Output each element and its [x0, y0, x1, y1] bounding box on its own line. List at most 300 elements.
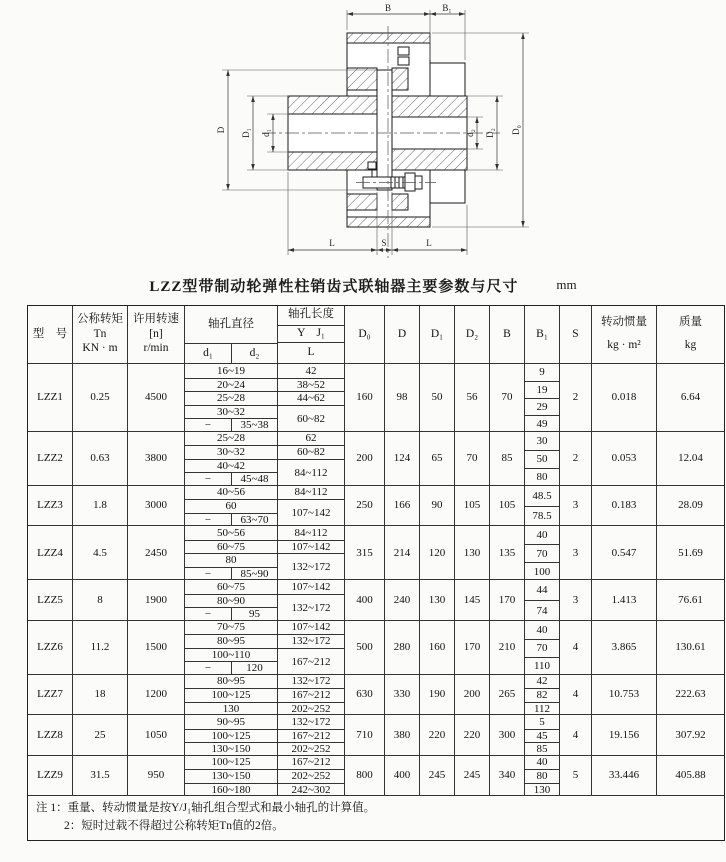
bore-len-subrow: 202~252 — [278, 702, 344, 716]
dim-label-L-left: L — [329, 238, 335, 248]
cell-D1: 190 — [420, 675, 455, 715]
bore-dia-subrow: 80 — [185, 553, 277, 567]
col-header-inertia-line: kg · m² — [607, 338, 641, 351]
cell-inertia: 0.547 — [592, 526, 657, 579]
dim-label-D2: D₂ — [485, 128, 495, 138]
col-header-D2: D₂ — [455, 306, 490, 363]
bore-dia-subrow: 40~42 — [185, 459, 277, 473]
upper-pin-detail — [398, 47, 409, 55]
cell-D0: 710 — [345, 715, 385, 755]
B1-subrow: 70 — [525, 544, 559, 562]
cell-D: 380 — [385, 715, 420, 755]
note-line-2: 2：短时过载不得超过公称转矩Tn值的2倍。 — [64, 819, 284, 832]
drum-lower-web-left — [347, 194, 377, 210]
cell-D0: 630 — [345, 675, 385, 715]
cell-D: 166 — [385, 486, 420, 526]
cell-torque: 8 — [73, 580, 128, 620]
B1-subrow: 49 — [525, 415, 559, 432]
cell-S: 3 — [560, 580, 592, 620]
col-header-torque-line: KN · m — [82, 342, 118, 355]
left-hub-wall-top — [288, 96, 377, 114]
cell-inertia: 1.413 — [592, 580, 657, 620]
bore-dia-subrow: 30~32 — [185, 445, 277, 459]
B1-subrow: 5 — [539, 715, 545, 728]
cell-D2: 70 — [455, 432, 490, 485]
bore-dia-subrow: 60 — [185, 499, 277, 513]
cell-S: 4 — [560, 621, 592, 674]
drum-upper-web-left — [347, 68, 377, 90]
cell-speed: 1200 — [128, 675, 185, 715]
B1-subrow: 45 — [525, 729, 559, 743]
table-row — [28, 364, 724, 432]
cell-bore-dia — [185, 580, 278, 620]
bore-dia-subrow — [185, 513, 277, 527]
cell-B: 170 — [490, 580, 525, 620]
cell-model: LZZ6 — [28, 621, 73, 674]
cell-S: 4 — [560, 675, 592, 715]
dim-label-D1: D₁ — [241, 128, 251, 138]
table-row — [28, 715, 724, 756]
dim-label-D: D — [216, 126, 226, 134]
bore-len-subrow: 202~252 — [278, 769, 344, 783]
bore-len-subrow: 107~142 — [278, 499, 344, 526]
cell-B: 300 — [490, 715, 525, 755]
cell-B1 — [525, 432, 560, 485]
table-row — [28, 432, 724, 486]
bore-len-subrow: 44~62 — [278, 391, 344, 405]
cell-D: 280 — [385, 621, 420, 674]
left-hub-wall-bottom — [288, 152, 377, 170]
cell-torque: 31.5 — [73, 756, 128, 796]
upper-pin-detail — [398, 57, 409, 65]
bore-len-subrow: 107~142 — [278, 540, 344, 554]
bore-len-subrow: 167~212 — [278, 688, 344, 702]
cell-inertia: 0.053 — [592, 432, 657, 485]
cell-D1: 220 — [420, 715, 455, 755]
cell-torque: 0.25 — [73, 364, 128, 431]
cell-torque: 0.63 — [73, 432, 128, 485]
bore-len-subrow: 60~82 — [278, 405, 344, 432]
cell-inertia: 10.753 — [592, 675, 657, 715]
dim-label-S: S — [381, 238, 387, 248]
cell-bore-len — [278, 526, 345, 579]
bore-d2-value: 35~38 — [240, 419, 269, 432]
cell-D0: 500 — [345, 621, 385, 674]
cell-D2: 130 — [455, 526, 490, 579]
pin-stub — [368, 162, 376, 169]
cell-D1: 65 — [420, 432, 455, 485]
col-header-mass — [657, 306, 724, 363]
bore-dia-subrow: 70~75 — [217, 621, 245, 634]
cell-bore-len — [278, 580, 345, 620]
cell-model: LZZ4 — [28, 526, 73, 579]
dim-label-D0: D₀ — [511, 125, 521, 135]
bore-d2-value: 95 — [249, 608, 260, 621]
col-header-d1: d₁ — [185, 344, 232, 363]
col-header-speed-line: 许用转速 — [133, 312, 179, 325]
cell-S: 4 — [560, 715, 592, 755]
cell-bore-len — [278, 756, 345, 796]
cell-bore-dia — [185, 526, 278, 579]
cell-S: 2 — [560, 364, 592, 431]
B1-subrow: 40 — [536, 623, 548, 636]
table-row — [28, 526, 724, 580]
B1-subrow: 29 — [525, 398, 559, 415]
cell-D2: 200 — [455, 675, 490, 715]
bore-d1-value: − — [185, 419, 232, 432]
cell-model: LZZ9 — [28, 756, 73, 796]
cell-D2: 245 — [455, 756, 490, 796]
cell-inertia: 0.018 — [592, 364, 657, 431]
cell-bore-dia — [185, 715, 278, 755]
col-header-speed — [128, 306, 185, 363]
bore-dia-subrow: 130~150 — [185, 742, 277, 756]
cell-B: 340 — [490, 756, 525, 796]
B1-subrow: 80 — [525, 769, 559, 783]
bore-len-subrow: 107~142 — [291, 580, 331, 593]
cell-B: 135 — [490, 526, 525, 579]
col-header-model: 型 号 — [28, 306, 73, 363]
bore-d1-value: − — [185, 514, 232, 527]
B1-subrow: 130 — [525, 783, 559, 797]
bore-dia-subrow: 80~95 — [185, 634, 277, 648]
bore-dia-subrow: 40~56 — [217, 486, 245, 499]
col-header-D: D — [385, 306, 420, 363]
cell-D0: 800 — [345, 756, 385, 796]
bore-dia-subrow: 100~125 — [185, 729, 277, 743]
bore-dia-subrow — [185, 661, 277, 675]
B1-subrow: 85 — [525, 742, 559, 756]
table-row — [28, 756, 724, 797]
cell-bore-len — [278, 715, 345, 755]
bore-d1-value: − — [185, 608, 232, 621]
col-header-speed-line: [n] — [149, 327, 163, 340]
bore-dia-subrow — [185, 607, 277, 621]
cell-inertia: 0.183 — [592, 486, 657, 526]
cell-D1: 120 — [420, 526, 455, 579]
bore-len-subrow: 62 — [305, 432, 317, 445]
cell-mass: 6.64 — [680, 391, 701, 404]
col-header-yj1: Y J₁ — [278, 326, 344, 344]
cell-speed: 950 — [128, 756, 185, 796]
dim-label-B1: B₁ — [442, 3, 452, 13]
bore-dia-subrow — [185, 472, 277, 486]
B1-subrow: 19 — [525, 381, 559, 398]
cell-B: 85 — [490, 432, 525, 485]
bore-d2-value: 45~48 — [240, 473, 269, 486]
cell-inertia: 33.446 — [592, 756, 657, 796]
cell-mass: 51.69 — [678, 546, 703, 559]
bore-dia-subrow: 130 — [185, 702, 277, 716]
B1-subrow: 82 — [525, 688, 559, 702]
table-row — [28, 675, 724, 716]
cell-B1 — [525, 715, 560, 755]
col-header-mass-line: kg — [684, 338, 697, 351]
cell-D0: 250 — [345, 486, 385, 526]
page-title: LZZ型带制动轮弹性柱销齿式联轴器主要参数与尺寸 — [149, 278, 519, 295]
cell-bore-len — [278, 364, 345, 431]
cell-bore-dia — [185, 364, 278, 431]
brake-hub-upper — [430, 63, 465, 96]
cell-bore-dia — [185, 756, 278, 796]
title-row — [0, 274, 726, 296]
cell-D1: 245 — [420, 756, 455, 796]
cell-model: LZZ7 — [28, 675, 73, 715]
B1-subrow: 40 — [536, 756, 548, 769]
bore-dia-subrow — [185, 567, 277, 581]
col-header-B: B — [490, 306, 525, 363]
cell-B1 — [525, 364, 560, 431]
bore-dia-subrow: 60~75 — [217, 580, 245, 593]
bore-len-subrow: 167~212 — [291, 756, 331, 769]
cell-D: 330 — [385, 675, 420, 715]
bore-dia-subrow: 60~75 — [185, 540, 277, 554]
coupling-technical-drawing — [0, 0, 726, 272]
cell-D1: 50 — [420, 364, 455, 431]
bore-len-subrow: 107~142 — [291, 621, 331, 634]
cell-mass: 222.63 — [675, 688, 706, 701]
cell-D: 214 — [385, 526, 420, 579]
table-body — [28, 364, 724, 796]
bore-len-subrow: 84~112 — [294, 486, 328, 499]
bore-len-subrow: 242~302 — [278, 783, 344, 797]
cell-mass: 307.92 — [675, 728, 706, 741]
cell-B: 210 — [490, 621, 525, 674]
cell-mass: 28.09 — [678, 499, 703, 512]
cell-S: 5 — [560, 756, 592, 796]
cell-bore-dia — [185, 432, 278, 485]
cell-bore-len — [278, 621, 345, 674]
cell-inertia: 19.156 — [592, 715, 657, 755]
note-line-1: 注 1：重量、转动惯量是按Y/J₁轴孔组合型式和最小轴孔的计算值。 — [36, 802, 376, 814]
bore-dia-subrow: 160~180 — [185, 783, 277, 797]
bore-dia-subrow: 20~24 — [185, 378, 277, 392]
cell-speed: 3000 — [128, 486, 185, 526]
cell-bore-len — [278, 432, 345, 485]
col-header-torque-line: Tn — [93, 327, 107, 340]
cell-speed: 1900 — [128, 580, 185, 620]
spec-table — [27, 305, 725, 841]
col-header-torque-line: 公称转矩 — [77, 312, 123, 325]
cell-torque: 18 — [73, 675, 128, 715]
cell-inertia: 3.865 — [592, 621, 657, 674]
B1-subrow: 78.5 — [525, 506, 559, 526]
drum-upper-web-right — [392, 68, 408, 90]
cell-torque: 4.5 — [73, 526, 128, 579]
col-header-S: S — [560, 306, 592, 363]
B1-subrow: 112 — [525, 702, 559, 716]
table-row — [28, 621, 724, 675]
col-header-inertia-line: 转动惯量 — [601, 316, 647, 329]
cell-speed: 4500 — [128, 364, 185, 431]
cell-model: LZZ3 — [28, 486, 73, 526]
bore-d1-value: − — [185, 662, 232, 675]
bore-dia-subrow: 16~19 — [217, 364, 245, 377]
cell-D: 240 — [385, 580, 420, 620]
cell-D: 400 — [385, 756, 420, 796]
table-notes — [28, 796, 724, 840]
cell-B1 — [525, 756, 560, 796]
cell-D2: 56 — [455, 364, 490, 431]
cell-D0: 200 — [345, 432, 385, 485]
cell-B: 70 — [490, 364, 525, 431]
col-header-L: L — [307, 346, 315, 359]
table-header — [28, 306, 724, 364]
cell-B1 — [525, 621, 560, 674]
col-header-bore-dia — [185, 306, 278, 363]
B1-subrow: 40 — [536, 529, 548, 541]
cell-D0: 315 — [345, 526, 385, 579]
bore-dia-subrow: 30~32 — [185, 405, 277, 419]
cell-S: 2 — [560, 432, 592, 485]
bore-len-subrow: 132~172 — [291, 715, 331, 728]
bore-len-subrow: 132~172 — [278, 634, 344, 648]
cell-torque: 11.2 — [73, 621, 128, 674]
B1-subrow: 9 — [539, 366, 545, 379]
cell-D1: 130 — [420, 580, 455, 620]
bore-dia-subrow — [185, 418, 277, 432]
bore-len-subrow: 132~172 — [291, 675, 331, 688]
bore-len-subrow: 84~112 — [278, 459, 344, 486]
cell-model: LZZ2 — [28, 432, 73, 485]
B1-subrow: 42 — [536, 675, 548, 688]
cell-speed: 1050 — [128, 715, 185, 755]
cell-D: 98 — [385, 364, 420, 431]
cell-model: LZZ5 — [28, 580, 73, 620]
bore-len-subrow: 132~172 — [278, 553, 344, 580]
col-header-torque — [73, 306, 128, 363]
cell-B: 265 — [490, 675, 525, 715]
drum-lower-web-right — [392, 194, 408, 210]
B1-subrow: 30 — [536, 434, 548, 447]
bore-dia-subrow: 25~28 — [217, 432, 245, 445]
cell-D0: 400 — [345, 580, 385, 620]
bore-dia-subrow: 100~125 — [185, 688, 277, 702]
B1-subrow: 100 — [525, 562, 559, 580]
bore-len-subrow: 84~112 — [294, 526, 328, 539]
col-header-bore-len — [278, 306, 345, 363]
cell-B1 — [525, 526, 560, 579]
cell-torque: 1.8 — [73, 486, 128, 526]
bore-len-subrow: 38~52 — [278, 378, 344, 392]
unit-label: mm — [556, 277, 577, 292]
cell-bore-dia — [185, 675, 278, 715]
drum-upper-rim — [347, 33, 430, 43]
cell-D2: 170 — [455, 621, 490, 674]
bore-len-subrow: 167~212 — [278, 729, 344, 743]
cell-D0: 160 — [345, 364, 385, 431]
B1-subrow: 44 — [536, 584, 548, 597]
col-header-bore-len-title: 轴孔长度 — [278, 306, 344, 326]
right-hub-wall-bottom — [392, 149, 467, 170]
cell-B: 105 — [490, 486, 525, 526]
cell-bore-dia — [185, 621, 278, 674]
cell-mass: 12.04 — [678, 452, 703, 464]
B1-subrow: 110 — [525, 657, 559, 675]
bore-len-subrow: 202~252 — [278, 742, 344, 756]
dim-label-d2: d₂ — [465, 129, 475, 137]
bore-len-subrow: 132~172 — [278, 594, 344, 621]
col-header-D1: D₁ — [420, 306, 455, 363]
bore-len-subrow: 167~212 — [278, 648, 344, 675]
cell-bore-len — [278, 675, 345, 715]
cell-bore-dia — [185, 486, 278, 526]
cell-D1: 90 — [420, 486, 455, 526]
cell-D2: 145 — [455, 580, 490, 620]
cell-D1: 160 — [420, 621, 455, 674]
dim-label-B: B — [384, 3, 392, 13]
bore-dia-subrow: 130~150 — [185, 769, 277, 783]
cell-speed: 1500 — [128, 621, 185, 674]
bore-d2-value: 85~90 — [240, 567, 269, 580]
col-header-speed-line: r/min — [143, 342, 169, 355]
cell-model: LZZ1 — [28, 364, 73, 431]
cell-speed: 3800 — [128, 432, 185, 485]
cell-mass: 130.61 — [675, 641, 706, 653]
cell-speed: 2450 — [128, 526, 185, 579]
B1-subrow: 70 — [525, 639, 559, 657]
col-header-inertia — [592, 306, 657, 363]
flange-plate — [377, 70, 392, 190]
bore-len-subrow: 42 — [305, 364, 317, 377]
col-header-B1: B₁ — [525, 306, 560, 363]
bore-dia-subrow: 80~90 — [185, 594, 277, 608]
brake-hub-lower — [430, 170, 465, 203]
bore-d2-value: 63~70 — [240, 513, 269, 526]
bore-dia-subrow: 25~28 — [185, 391, 277, 405]
cell-D2: 220 — [455, 715, 490, 755]
bore-dia-subrow: 90~95 — [217, 715, 245, 728]
col-header-bore-dia-title: 轴孔直径 — [208, 317, 254, 330]
cell-B1 — [525, 486, 560, 526]
cell-B1 — [525, 675, 560, 715]
col-header-mass-line: 质量 — [679, 316, 702, 329]
cell-S: 3 — [560, 526, 592, 579]
bore-len-subrow: 60~82 — [278, 445, 344, 459]
dim-label-d1: d₁ — [261, 129, 271, 137]
cell-S: 3 — [560, 486, 592, 526]
bore-dia-subrow: 50~56 — [217, 526, 245, 539]
right-hub-wall-top — [392, 96, 467, 117]
bore-d1-value: − — [185, 473, 232, 486]
cell-mass: 76.61 — [678, 593, 703, 606]
cell-model: LZZ8 — [28, 715, 73, 755]
cell-bore-len — [278, 486, 345, 526]
cell-torque: 25 — [73, 715, 128, 755]
B1-subrow: 50 — [525, 450, 559, 468]
drum-lower-rim — [347, 217, 430, 227]
dim-label-L-right: L — [426, 238, 432, 248]
cell-mass: 405.88 — [675, 769, 706, 782]
coupling-cross-section-svg — [0, 0, 726, 272]
cell-D2: 105 — [455, 486, 490, 526]
col-header-D0: D₀ — [345, 306, 385, 363]
col-header-d2: d₂ — [249, 346, 260, 359]
B1-subrow: 48.5 — [532, 489, 552, 502]
bore-d2-value: 120 — [246, 662, 263, 675]
bore-dia-subrow: 80~95 — [217, 675, 245, 688]
bore-d1-value: − — [185, 568, 232, 581]
table-row — [28, 486, 724, 527]
table-row — [28, 580, 724, 621]
bore-dia-subrow: 100~110 — [185, 648, 277, 662]
cell-B1 — [525, 580, 560, 620]
B1-subrow: 80 — [525, 468, 559, 486]
cell-D: 124 — [385, 432, 420, 485]
bore-dia-subrow: 100~125 — [211, 756, 251, 769]
B1-subrow: 74 — [525, 600, 559, 620]
pin-bolt-head — [405, 173, 415, 191]
